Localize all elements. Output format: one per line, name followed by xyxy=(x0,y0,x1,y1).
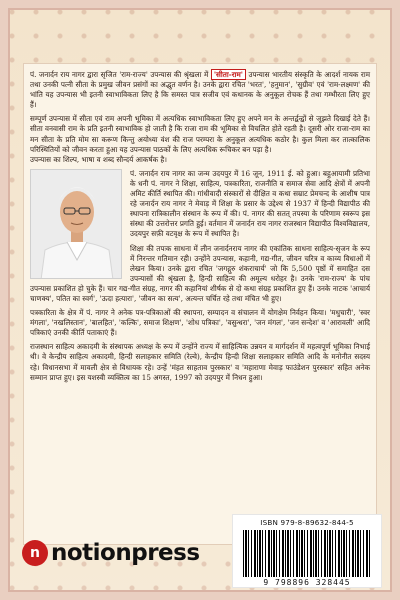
paragraph-summary xyxy=(30,114,370,164)
title-highlight: 'सीता-राम' xyxy=(211,69,246,80)
summary-text: सम्पूर्ण उपन्यास में सीता एवं राम अपनी भूमिका में अत्यधिक स्वाभाविकता लिए हुए अपने मन के अन्तर्द्वन्द्वों से जूझते दिखाई देते हैं। सीता वनवासी राम के प्रति इतनी स्वाभाविक हो जाती है कि राजा राम की भूमिका से विचलित होते रहती है। दूसरी ओर राजा-राम का मन सीता के प्रति मोम सा करूण किन्तु अयोध्या वंश की राज परम्परा के अनुकूल अत्यधिक कठोर है। कुल मिला कर तात्कालिक परिस्थितियों को जीवन करता हुआ यह उपन्यास पाठकों के लिए अत्यधिक रूचिकर बन पड़ा है। xyxy=(30,114,370,154)
barcode-number: 9 798896 328445 xyxy=(263,578,351,587)
summary-tail: उपन्यास का शिल्प, भाषा व शब्द सौन्दर्य आकर्षक है। xyxy=(30,154,167,164)
paragraph-honors: राजस्थान साहित्य अकादमी के संस्थापक अध्यक्ष के रूप में उन्होंने राज्य में साहित्यिक उन्नयन व मार्गदर्शन में महत्वपूर्ण भूमिका निभाई थी। वे केन्द्रीय साहित्य अकादमी, हिन्दी सलाहकार समिति (रेल्वे), केन्द्रीय हिन्दी शिक्षा सलाहकार समिति आदि के मनोनीत सदस्य रहे। विधानसभा में मावली क्षेत्र से विधायक रहे। उन्हें 'मंहत साहताव पुरस्कार' व 'महाराणा मेवाड़ फाउंडेशन पुरस्कार' सहित अनेक सम्मान प्राप्त हुए। इस यशस्वी व्यक्तित्व का 15 अगस्त, 1997 को उदयपुर में निधन हुआ। xyxy=(30,342,370,382)
paragraph-biography: पं. जनार्दन राय नागर का जन्म उदयपुर में 16 जून, 1911 ई. को हुआ। बहुआयामी प्रतिभा के धनी पं. नागर ने शिक्षा, साहित्य, पत्रकारिता, राजनीति व समाज सेवा आदि क्षेत्रों में अपनी अमिट कीर्ति स्थापित की। गांधीवादी संस्कारों से दीक्षित व कथा सम्राट प्रेमचन्द के आशीष पात्र रहे जनार्दन राय नागर ने मेवाड़ में शिक्षा के प्रसार के उद्देश्य से 1937 में हिन्दी विद्यापीठ की स्थापना रात्रिकालीन संस्थान के रूप में की। पं. नागर की सतत् तपस्या के परिणाम स्वरूप इस संस्था की उत्तरोत्तर प्रगति हुई। वर्तमान में जनार्दन राय नागर राजस्थान विद्यापीठ विश्वविद्यालय, उदयपुर सफ़ी वटवृक्ष के रूप में स्थापित है। xyxy=(130,168,370,239)
paragraph-journalism: पत्रकारिता के क्षेत्र में पं. नागर ने अनेक पत्र-पत्रिकाओं की स्थापना, सम्पादन व संचालन में योगक्षेम निर्वहन किया। 'मधुचारी', 'स्वर मंगला', 'नखलिस्तान', 'बालहित', 'कल्कि', समाज शिक्षण', 'शोध पत्रिका', 'वसुन्धरा', 'जन मंगल', 'जन सन्देश' व 'आरावली' आदि पत्रिकाएं उनकी कीर्ति पताकाएं हैं। xyxy=(30,308,370,338)
author-photo xyxy=(30,169,122,279)
intro-after: उपन्यास भारतीय संस्कृति के आदर्श नायक राम तथा उनकी पत्नी सीता के प्रमुख जीवन प्रसंगों का अद्भुत वर्णन है। उनके द्वारा रचित 'भरत', 'हनुमान', 'सुग्रीव' एवं 'राम-लक्ष्मण' की भांति यह उपन्यास भी इतनी स्वाभाविकता लिए है कि समस्त पात्र सजीव एवं कथानक के अनुकूल रोचक हैं तथा गम्भीरता लिए हुए हैं। xyxy=(30,70,371,110)
barcode-icon xyxy=(243,530,371,577)
publisher-name: notionpress xyxy=(51,540,200,566)
paragraph-literature: शिक्षा की तपःक साधना में लीन जनार्दनराय नागर की एकांतिक साधना साहित्य-सृजन के रूप में निरन्तर गतिमान रही। उन्होंने उपन्यास, कहानी, गद्य-गीत, जीवन चरित्र व काव्य विधाओं में लेखन किया। उनके द्वारा रचित 'जगद्गुरु शंकराचार्य' जो कि 5,500 पृष्ठों में समाहित दस उपन्यासों की श्रृंखला है, हिन्दी साहित्य की अमूल्य धरोहर है। उनके 'राम-राज्य' के पांच उपन्यास प्रकाशित हो चुके हैं। चार गद्य-गीत संग्रह, नागर की कहानियां शीर्षक से दो कथा संग्रह प्रकाशित हुए हैं। उनके नाटक 'आचार्य चाणक्य', पतित का स्वर्ग', 'ऊदा हत्यारा', 'जीवन का सत्य', अत्यन्त चर्चित रहे तथा मंचित भी हुए। xyxy=(30,243,370,303)
publisher-logo xyxy=(22,540,200,566)
author-bio xyxy=(30,169,370,383)
isbn-label: ISBN 979-8-89632-844-5 xyxy=(260,518,354,527)
intro-before: पं. जनार्दन राय नागर द्वारा सृजित 'राम-राज्य' उपन्यास की श्रृंखला में xyxy=(30,70,211,79)
paragraph-intro xyxy=(30,70,370,110)
barcode-panel xyxy=(232,514,382,588)
notionpress-logo-icon: n xyxy=(22,540,48,566)
blurb-panel xyxy=(24,64,376,544)
